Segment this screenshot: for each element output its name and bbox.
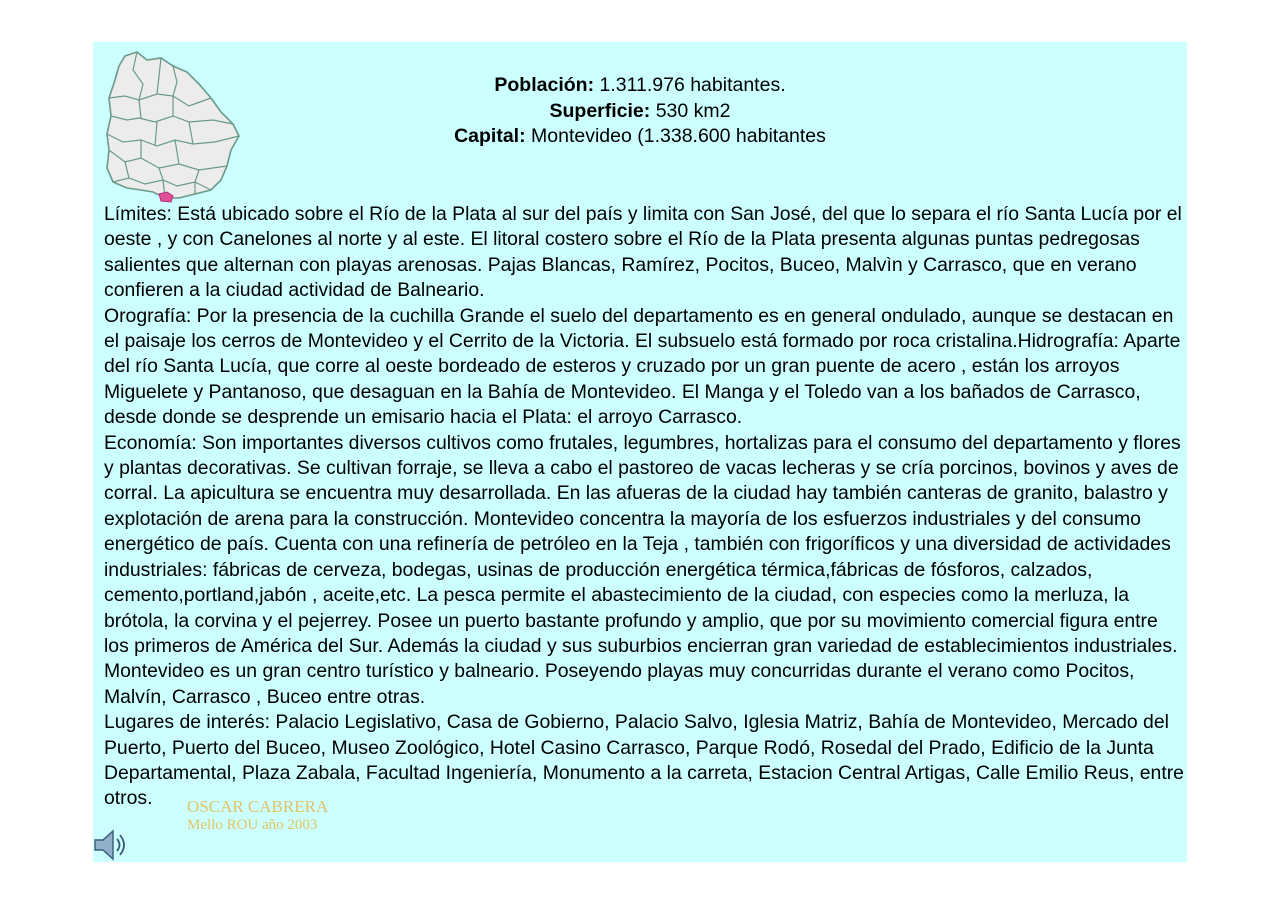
limites-paragraph: Límites: Está ubicado sobre el Río de la Plata al sur del país y limita con San José, del que lo separa el río Santa Lucía por el oeste , y con Canelones al norte y al este. El litoral costero sobre el Río de la Plata presenta algunas puntas pedregosas salientes que alternan con playas arenosas. Pajas Blancas, Ramírez, Pocitos, Buceo, Malvìn y Carrasco, que en verano confieren a la ciudad actividad de Balneario. — [104, 203, 1182, 302]
superficie-value: 530 km2 — [650, 99, 731, 122]
capital-label: Capital: — [454, 125, 526, 147]
economia-paragraph: Economía: Son importantes diversos cultivos como frutales, legumbres, hortalizas para el consumo del departamento y flores y plantas decorativas. Se cultivan forraje, se lleva a cabo el pastoreo de vacas lecheras y se cría porcinos, bovinos y aves de corral. La apicultura se encuentra muy desarrollada. En las afueras de la ciudad hay también canteras de granito, balastro y explotación de arena para la construcción. Montevideo concentra la mayoría de los esfuerzos industriales y del consumo energético de país. Cuenta con una refinería de petróleo en la Teja , también con frigoríficos y una diversidad de actividades industriales: fábricas de cerveza, bodegas, usinas de producción energética térmica,fábricas de fósforos, calzados, cemento,portland,jabón , aceite,etc. La pesca permite el abastecimiento de la ciudad, con especies como la merluza, la brótola, la corvina y el pejerrey. Posee un puerto bastante profundo y amplio, que por su movimiento comercial figura entre los primeros de América del Sur. Además la ciudad y sus suburbios encierran gran variedad de establecimientos industriales. Montevideo es un gran centro turístico y balneario. Poseyendo playas muy concurridas durante el verano como Pocitos, Malvín, Carrasco , Buceo entre otras. — [104, 431, 1181, 708]
author-credit — [187, 797, 328, 835]
poblacion-line — [343, 73, 937, 99]
uruguay-map-icon — [103, 50, 243, 206]
poblacion-label: Población: — [494, 74, 595, 96]
credit-name: OSCAR CABRERA — [187, 797, 329, 816]
superficie-line — [343, 99, 937, 125]
credit-place-year: Mello ROU año 2003 — [187, 817, 318, 833]
superficie-label: Superficie: — [549, 99, 651, 122]
orografia-paragraph: Orografía: Por la presencia de la cuchilla Grande el suelo del departamento es en general ondulado, aunque se destacan en el paisaje los cerros de Montevideo y el Cerrito de la Victoria. El subsuelo está formado por roca cristalina.Hidrografía: Aparte del río Santa Lucía, que corre al oeste bordeado de esteros y cruzado por un gran puente de acero , están los arroyos Miguelete y Pantanoso, que desaguan en la Bahía de Montevideo. El Manga y el Toledo van a los bañados de Carrasco, desde donde se desprende un emisario hacia el Plata: el arroyo Carrasco. — [104, 304, 1181, 429]
lugares-paragraph: Lugares de interés: Palacio Legislativo, Casa de Gobierno, Palacio Salvo, Iglesia Matriz, Bahía de Montevideo, Mercado del Puerto, Puerto del Buceo, Museo Zoológico, Hotel Casino Carrasco, Parque Rodó, Rosedal del Prado, Edificio de la Junta Departamental, Plaza Zabala, Facultad Ingeniería, Monumento a la carreta, Estacion Central Artigas, Calle Emilio Reus, entre otros. — [104, 711, 1184, 810]
slide — [93, 42, 1187, 862]
body-text — [104, 202, 1184, 812]
poblacion-value: 1.311.976 habitantes. — [594, 74, 786, 96]
capital-line — [343, 124, 937, 150]
header-info — [343, 73, 937, 150]
capital-value: Montevideo (1.338.600 habitantes — [525, 125, 826, 147]
speaker-icon[interactable] — [93, 828, 129, 862]
